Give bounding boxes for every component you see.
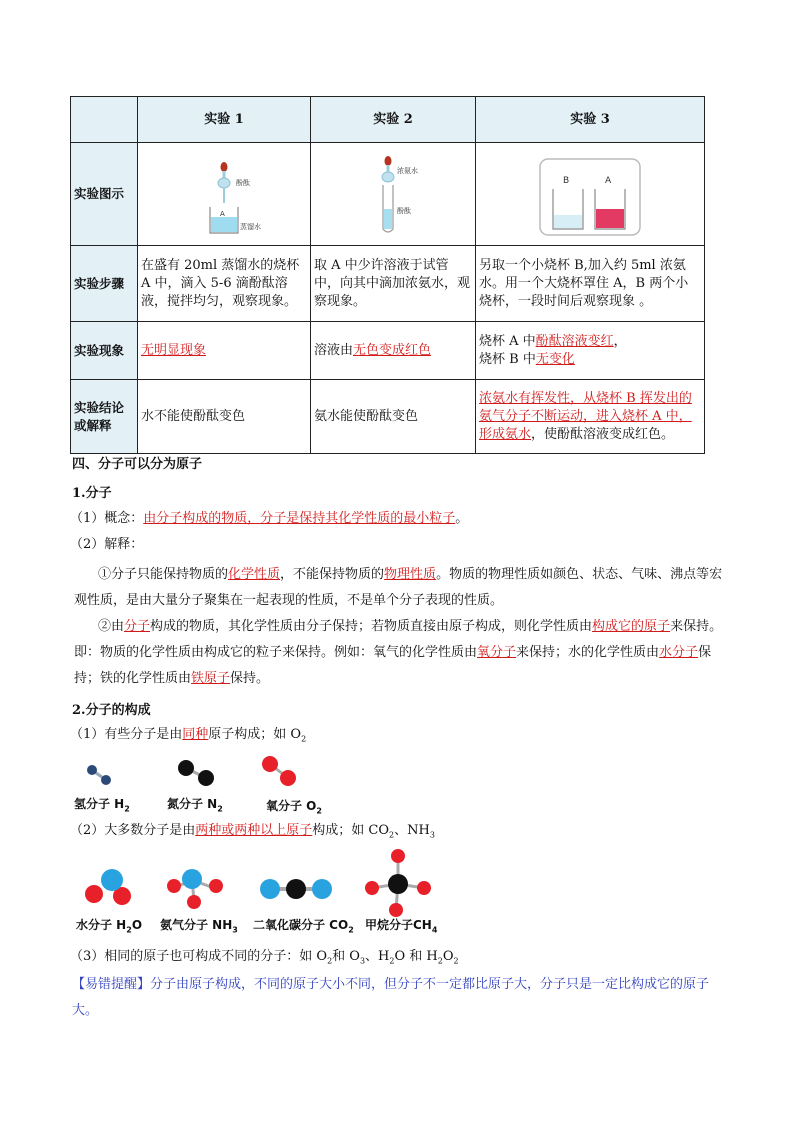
exp3-phenomenon: 烧杯 A 中酚酞溶液变红， 烧杯 B 中无变化 bbox=[476, 322, 705, 380]
mistake-tip: 【易错提醒】分子由原子构成，不同的原子大小不同，但分子不一定都比原子大，分子只是一定比构成它的原子大。 bbox=[72, 977, 710, 1018]
svg-text:浓氨水: 浓氨水 bbox=[397, 167, 418, 175]
concept-line: （1）概念：由分子构成的物质，分子是保持其化学性质的最小粒子。 bbox=[70, 511, 469, 526]
isomer-line: （3）相同的原子也可构成不同的分子：如 $O_2$和 $O_3$、$H_2O$ 和 $H_2O_2$ bbox=[70, 949, 459, 966]
svg-text:酚酞: 酚酞 bbox=[397, 207, 411, 215]
table-corner bbox=[71, 97, 138, 143]
exp1-beaker-dropper-image bbox=[174, 145, 274, 237]
exp3-beakers-image bbox=[525, 145, 655, 237]
subsection-composition-title: 2.分子的构成 bbox=[72, 703, 151, 718]
svg-text:A: A bbox=[220, 210, 225, 218]
caption-co2: 二氧化碳分子 $CO_2$ bbox=[253, 918, 354, 935]
exp1-phenomenon-answer: 无明显现象 bbox=[141, 342, 207, 358]
nitrogen-molecule-image bbox=[174, 754, 224, 790]
caption-h2o: 水分子 $H_2O$ bbox=[76, 918, 143, 935]
hydrogen-molecule-image bbox=[82, 760, 122, 790]
multi-atom-line: （2）大多数分子是由两种或两种以上原子构成；如 $CO_2$、$NH_3$ bbox=[70, 823, 435, 840]
exp1-steps: 在盛有 20ml 蒸馏水的烧杯 A 中，滴入 5-6 滴酚酞溶液，搅拌均匀，观察现象。 bbox=[138, 246, 311, 322]
exp1-figure bbox=[138, 143, 311, 246]
experiment-table bbox=[70, 96, 705, 454]
header-exp2: 实验 2 bbox=[311, 97, 476, 143]
explain-paragraph-1: ①分子只能保持物质的化学性质，不能保持物质的物理性质。物质的物理性质如颜色、状态、气味、沸点等宏观性质，是由大量分子聚集在一起表现的性质，不是单个分子表现的性质。 bbox=[74, 567, 723, 608]
svg-text:蒸馏水: 蒸馏水 bbox=[240, 223, 261, 231]
exp1-conclusion: 水不能使酚酞变色 bbox=[138, 380, 311, 454]
mistake-tip-label: 【易错提醒】 bbox=[72, 977, 151, 992]
carbon-dioxide-molecule-image bbox=[256, 872, 336, 906]
section-title: 四、分子可以分为原子 bbox=[72, 457, 203, 472]
header-exp3: 实验 3 bbox=[476, 97, 705, 143]
explain-label: （2）解释： bbox=[70, 537, 144, 552]
exp3-steps: 另取一个小烧杯 B,加入约 5ml 浓氨水。用一个大烧杯罩住 A，B 两个小烧杯，一段时间后观察现象 。 bbox=[476, 246, 705, 322]
header-exp1: 实验 1 bbox=[138, 97, 311, 143]
caption-h2: 氢分子 $H_2$ bbox=[74, 797, 130, 814]
exp2-steps: 取 A 中少许溶液于试管中，向其中滴加浓氨水，观察现象。 bbox=[311, 246, 476, 322]
svg-text:酚酞: 酚酞 bbox=[236, 179, 250, 187]
caption-n2: 氮分子 $N_2$ bbox=[167, 797, 223, 814]
exp3-conclusion: 浓氨水有挥发性，从烧杯 B 挥发出的氨气分子不断运动，进入烧杯 A 中，形成氨水，使酚酞溶液变成红色。 bbox=[476, 380, 705, 454]
row-label-phenomenon: 实验现象 bbox=[71, 322, 138, 380]
exp2-conclusion: 氨水能使酚酞变色 bbox=[311, 380, 476, 454]
caption-ch4: 甲烷分子$CH_4$ bbox=[365, 918, 438, 935]
exp2-testtube-image bbox=[343, 145, 443, 237]
subsection-molecule-title: 1.分子 bbox=[72, 486, 112, 501]
row-label-figure: 实验图示 bbox=[71, 143, 138, 246]
svg-text:A: A bbox=[605, 176, 612, 186]
row-label-conclusion: 实验结论或解释 bbox=[71, 380, 138, 454]
oxygen-molecule-image bbox=[256, 752, 306, 792]
ammonia-molecule-image bbox=[162, 850, 232, 912]
exp2-figure bbox=[311, 143, 476, 246]
exp3-figure bbox=[476, 143, 705, 246]
water-molecule-image bbox=[78, 858, 138, 914]
explain-paragraph-2: ②由分子构成的物质，其化学性质由分子保持；若物质直接由原子构成，则化学性质由构成它的原子来保持。即：物质的化学性质由构成它的粒子来保持。例如：氧气的化学性质由氧分子来保持；水的化学性质由水分子保持；铁的化学性质由铁原子保持。 bbox=[74, 619, 723, 686]
exp2-phenomenon-answer: 无色变成红色 bbox=[353, 342, 432, 358]
exp2-phenomenon: 溶液由无色变成红色 bbox=[311, 322, 476, 380]
row-label-steps: 实验步骤 bbox=[71, 246, 138, 322]
same-atom-line: （1）有些分子是由同种原子构成；如 $O_2$ bbox=[70, 727, 307, 744]
svg-text:B: B bbox=[563, 176, 570, 186]
methane-molecule-image bbox=[362, 846, 436, 918]
exp1-phenomenon bbox=[138, 322, 311, 380]
concept-answer: 由分子构成的物质，分子是保持其化学性质的最小粒子 bbox=[143, 511, 456, 526]
caption-nh3: 氨气分子 $NH_3$ bbox=[160, 918, 238, 935]
caption-o2: 氧分子 $O_2$ bbox=[266, 799, 322, 816]
